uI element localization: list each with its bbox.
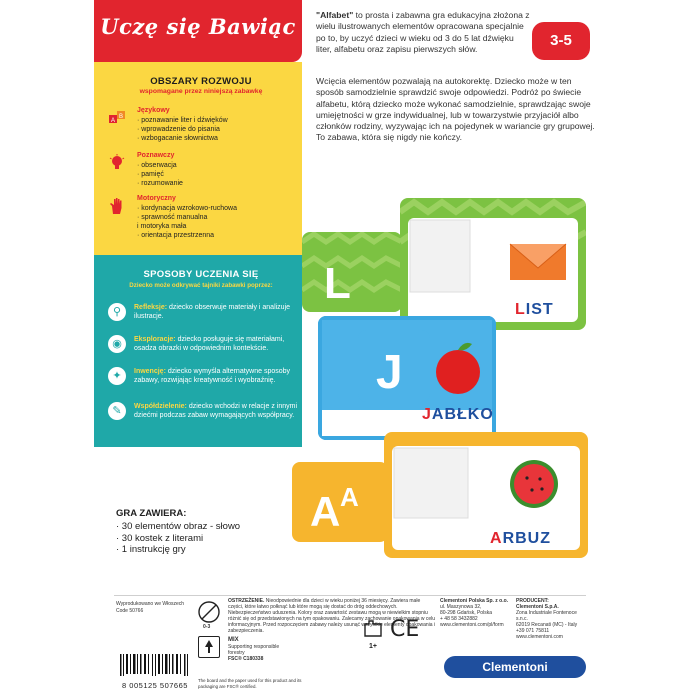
development-section xyxy=(94,62,302,255)
category-title: Językowy xyxy=(137,107,170,114)
fsc-mix: MIX xyxy=(228,637,239,643)
picture-card xyxy=(400,198,586,330)
letter-piece xyxy=(302,232,402,312)
distributor-info xyxy=(440,598,512,628)
category-item: · wprowadzenie do pisania xyxy=(137,126,220,133)
puzzle-word: JABŁKO xyxy=(422,406,494,423)
learning-title: SPOSOBY UCZENIA SIĘ xyxy=(143,269,259,280)
producer-info xyxy=(516,598,588,640)
way-text: dziecko wchodzi w relacje z innymi dziećmi podczas zabaw wymagających współpracy. xyxy=(134,403,298,419)
svg-text:B: B xyxy=(119,114,124,120)
way-text: dziecko obserwuje materiały i analizuje ilustracje. xyxy=(134,304,291,320)
category-item: · wzbogacanie słownictwa xyxy=(137,135,218,142)
eye-icon: ◉ xyxy=(108,335,126,353)
way-name: Inwencję: xyxy=(134,368,166,375)
letter-piece xyxy=(358,330,430,402)
way-name: Eksploracje: xyxy=(134,336,176,343)
warning-text: OSTRZEŻENIE. Nieodpowiednie dla dzieci w wieku poniżej 36 miesięcy. Zawiera małe części, które łatwo połknąć lub które mogą się dostać do dróg oddechowych. Niebezpieczeństwo uduszenia. Kolory oraz zawartość zestawu mogą w niewielkim stopniu różnić się od przedstawionych na tym opakowaniu. Zalecamy zachowanie opakowania w celu informacyjnym. Przed rozpoczęciem zabawy należy usunąć wszystkie elementy opakowania i zabezpieczenia. xyxy=(228,598,436,634)
contents-list xyxy=(116,521,240,556)
producer-line: PRODUCENT: xyxy=(516,598,549,604)
category-title: Poznawczy xyxy=(137,152,175,159)
producer-line: Zona Industriale Fontenoce s.n.c. xyxy=(516,610,577,622)
fsc-logo xyxy=(198,636,220,658)
list-item: · 1 instrukcję gry xyxy=(116,544,186,555)
description-lead: "Alfabet" xyxy=(316,10,354,20)
distributor-line: www.clementoni.com/pl/form xyxy=(440,622,504,628)
age-plus-icon xyxy=(363,620,383,650)
watermelon-icon xyxy=(510,460,558,508)
list-item: · 30 elementów obraz - słowo xyxy=(116,521,241,532)
puzzle-letter: A xyxy=(310,488,341,535)
lightbulb-icon xyxy=(108,154,126,172)
letter-piece xyxy=(292,462,388,542)
envelope-icon xyxy=(510,244,566,280)
picture-card xyxy=(384,432,588,558)
puzzle-word: LIST xyxy=(515,301,554,318)
way-text: dziecko posługuje się materiałami, osadza obrazki w odpowiednim kontekście. xyxy=(134,336,285,352)
ce-mark: CE xyxy=(390,617,420,642)
way-name: Współdzielenie: xyxy=(134,403,187,410)
category-item: · poznawanie liter i dźwięków xyxy=(137,117,228,124)
category-item: · sprawność manualna xyxy=(137,214,208,221)
description-intro xyxy=(316,10,530,55)
learning-section xyxy=(94,255,302,447)
brand-title: Uczę się Bawiąc xyxy=(100,14,296,39)
producer-line: 62019 Recanati (MC) - Italy xyxy=(516,622,578,628)
list-item: · 30 kostek z literami xyxy=(116,532,204,544)
magic-wand-icon: ✦ xyxy=(108,367,126,385)
svg-text:A: A xyxy=(111,118,116,124)
puzzle-letter: L xyxy=(324,259,351,308)
category-item: · pamięć xyxy=(137,171,164,178)
contents-title: GRA ZAWIERA: xyxy=(116,508,187,519)
chat-bubbles-icon: ✎ xyxy=(108,402,126,420)
age-badge: 3-5 xyxy=(532,22,590,60)
puzzle-letter-small: A xyxy=(340,482,359,512)
producer-line: www.clementoni.com xyxy=(516,634,563,640)
category-item: · orientacja przestrzenna xyxy=(137,232,215,239)
category-item: i motoryka mała xyxy=(137,223,187,230)
divider xyxy=(114,595,586,596)
magnifier-icon: ⚲ xyxy=(108,303,126,321)
learning-subtitle: Dziecko może odkrywać tajniki zabawki poprzez: xyxy=(129,282,273,289)
distributor-line: 80-298 Gdańsk, Polska xyxy=(440,610,492,616)
distributor-line: Clementoni Polska Sp. z o.o. xyxy=(440,598,509,604)
fsc-text: Supporting responsible forestry xyxy=(228,644,280,656)
producer-line: +39 071 75811 xyxy=(516,628,550,634)
age-plus-label: 1+ xyxy=(369,643,377,650)
made-in: Wyprodukowano we Włoszech xyxy=(116,601,185,607)
barcode-number: 8 005125 507665 xyxy=(122,681,188,690)
development-subtitle: wspomagane przez niniejszą zabawkę xyxy=(139,88,263,95)
barcode xyxy=(118,654,192,690)
category-title: Motoryczny xyxy=(137,195,176,202)
abc-blocks-icon xyxy=(108,109,126,127)
brand-header xyxy=(94,0,302,62)
category-item: · obserwacja xyxy=(137,162,177,169)
description-p2: Wcięcia elementów pozwalają na autokorektę. Dziecko może w ten sposób samodzielnie sprawdzić swoje odpowiedzi. Podróż po świecie alfabetu, którą dziecko może wykonać samodzielnie, sprawdzając swoje umiejętności w grze indywidualnej, lub w towarzystwie przyjaciół albo członków rodziny, wyzywając ich na pojedynek w wariancie gry grupowej. To zabawa, która się nigdy nie kończy. xyxy=(316,76,595,143)
distributor-line: ul. Maszynowa 32, xyxy=(440,604,482,610)
description-p1: to prosta i zabawna gra edukacyjna złożona z wielu ilustrowanych elementów opracowana specjalnie po to, by uczyć dzieci w wieku od 3 do 5 lat dźwięku liter, alfabetu oraz zapisu pierwszych słów. xyxy=(316,10,530,54)
category-item: · rozumowanie xyxy=(137,180,183,187)
age-warning-icon xyxy=(198,601,220,623)
puzzle-letter: J xyxy=(376,346,403,399)
way-text: dziecko wymyśla alternatywne sposoby zabawy, rozwijając kreatywność i wyobraźnię. xyxy=(134,368,291,384)
age-warning-label: 0-3 xyxy=(203,624,211,630)
category-item: · kordynacja wzrokowo-ruchowa xyxy=(137,205,237,212)
product-code: Code 50766 xyxy=(116,608,144,614)
distributor-line: + 48 58 3432882 xyxy=(440,616,478,622)
clementoni-logo: Clementoni xyxy=(444,656,586,678)
fsc-code: FSC® C180338 xyxy=(228,656,264,662)
hand-icon xyxy=(108,197,126,215)
left-panel xyxy=(94,0,302,447)
development-title: OBSZARY ROZWOJU xyxy=(150,76,252,87)
puzzle-word: ARBUZ xyxy=(490,530,551,547)
fsc-note: The board and the paper used for this product and its packaging are FSC® certified. xyxy=(198,678,302,689)
way-name: Refleksje: xyxy=(134,304,168,311)
producer-line: Clementoni S.p.A. xyxy=(516,604,559,610)
